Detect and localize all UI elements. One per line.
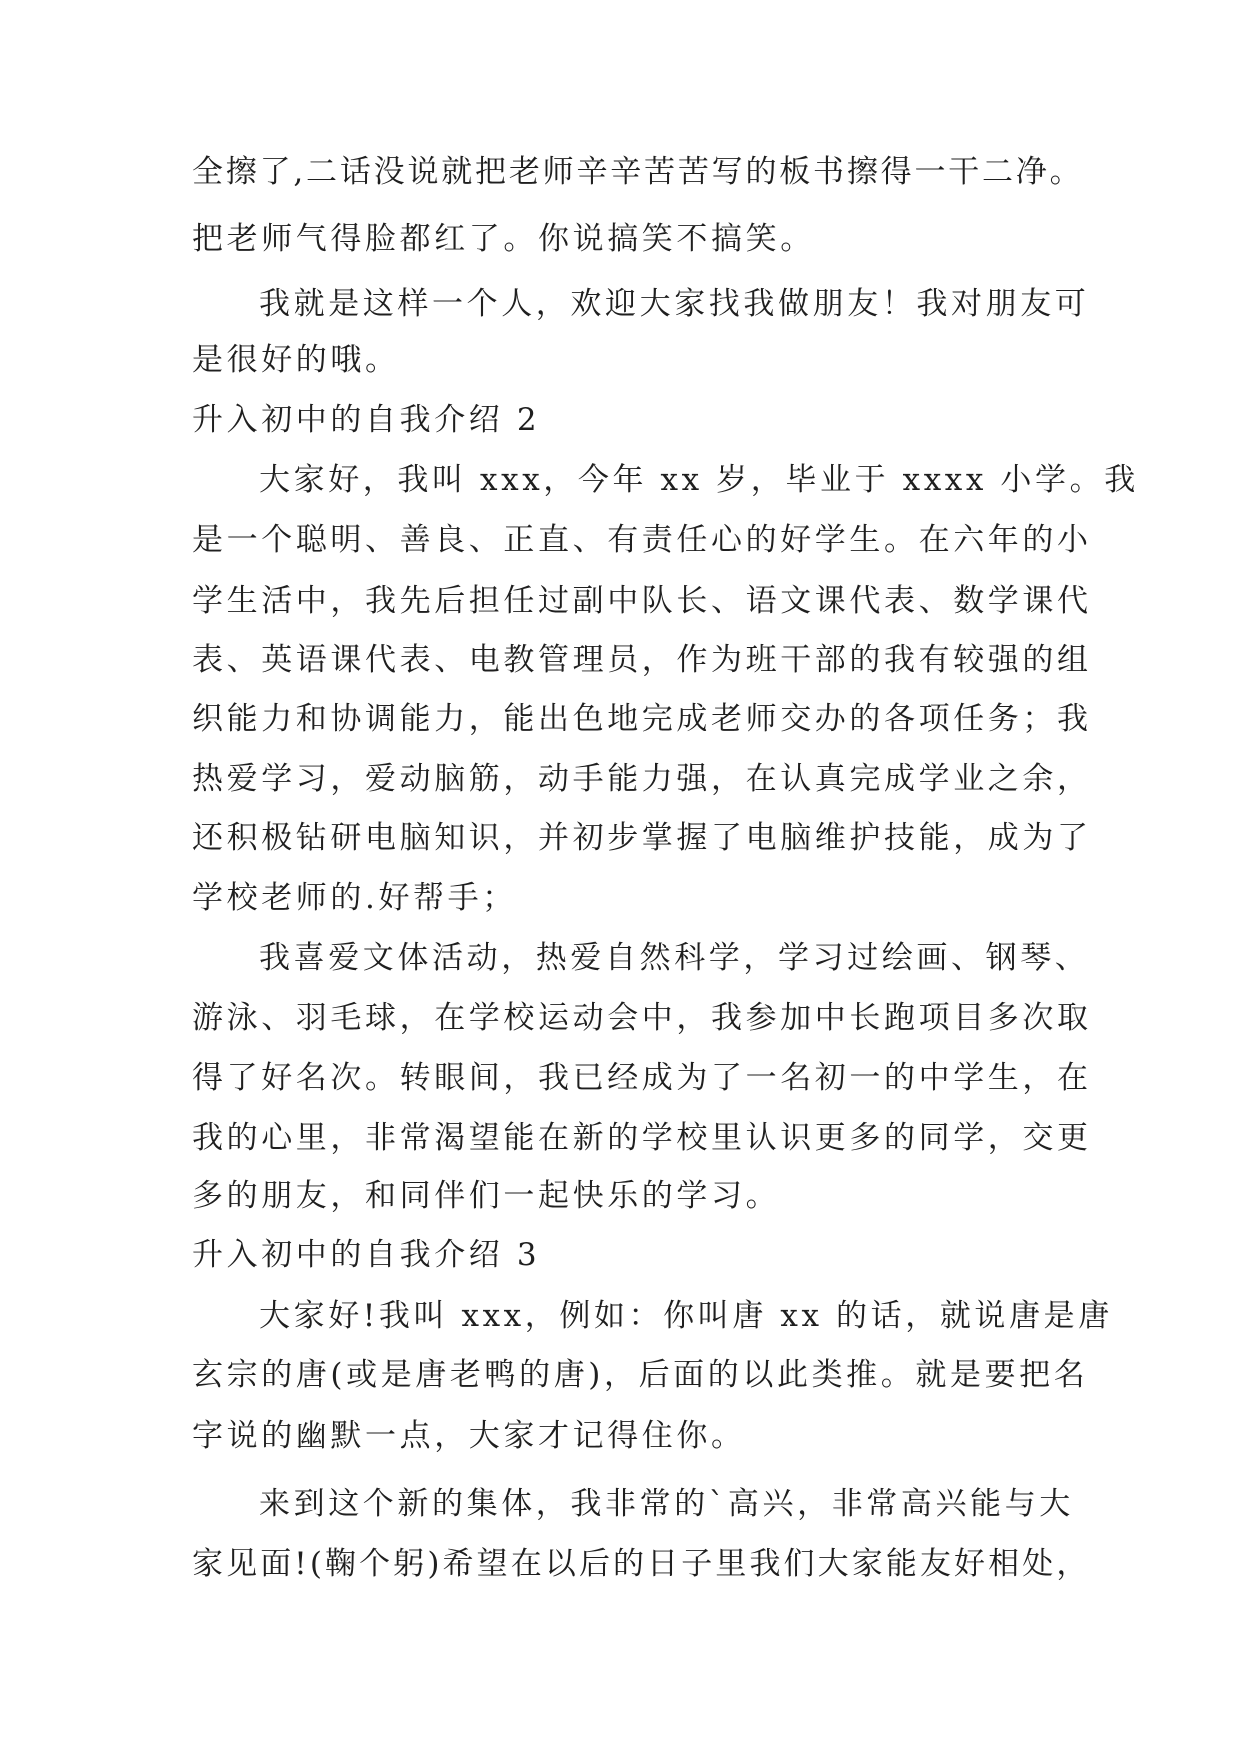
body-line: 是一个聪明、善良、正直、有责任心的好学生。在六年的小 [192, 522, 1092, 558]
body-line: 游泳、羽毛球，在学校运动会中，我参加中长跑项目多次取 [192, 1000, 1092, 1036]
body-line: 学生活中，我先后担任过副中队长、语文课代表、数学课代 [192, 583, 1092, 619]
paragraph-first-line: 我喜爱文体活动，热爱自然科学，学习过绘画、钢琴、 [259, 940, 1090, 976]
paragraph-first-line: 我就是这样一个人，欢迎大家找我做朋友！我对朋友可 [259, 286, 1090, 322]
section-heading: 升入初中的自我介绍 3 [192, 1237, 541, 1273]
section-heading: 升入初中的自我介绍 2 [192, 402, 541, 438]
body-line: 热爱学习，爱动脑筋，动手能力强，在认真完成学业之余， [192, 761, 1092, 797]
body-line: 学校老师的.好帮手； [192, 880, 517, 916]
body-line: 表、英语课代表、电教管理员，作为班干部的我有较强的组 [192, 642, 1092, 678]
paragraph-first-line: 来到这个新的集体，我非常的`高兴，非常高兴能与大 [259, 1486, 1074, 1522]
body-line: 家见面!(鞠个躬)希望在以后的日子里我们大家能友好相处， [192, 1546, 1091, 1582]
body-line: 玄宗的唐(或是唐老鸭的唐)，后面的以此类推。就是要把名 [192, 1357, 1089, 1393]
body-line: 还积极钻研电脑知识，并初步掌握了电脑维护技能，成为了 [192, 820, 1092, 856]
body-line: 全擦了,二话没说就把老师辛辛苦苦写的板书擦得一干二净。 [192, 154, 1084, 190]
body-line: 是很好的哦。 [192, 342, 400, 378]
body-line: 织能力和协调能力，能出色地完成老师交办的各项任务；我 [192, 701, 1092, 737]
body-line: 把老师气得脸都红了。你说搞笑不搞笑。 [192, 221, 815, 257]
paragraph-first-line: 大家好!我叫 xxx，例如：你叫唐 xx 的话，就说唐是唐 [259, 1298, 1113, 1334]
body-line: 多的朋友，和同伴们一起快乐的学习。 [192, 1178, 781, 1214]
body-line: 得了好名次。转眼间，我已经成为了一名初一的中学生，在 [192, 1060, 1092, 1096]
body-line: 字说的幽默一点，大家才记得住你。 [192, 1418, 746, 1454]
body-line: 我的心里，非常渴望能在新的学校里认识更多的同学，交更 [192, 1120, 1092, 1156]
paragraph-first-line: 大家好，我叫 xxx，今年 xx 岁，毕业于 xxxx 小学。我 [259, 462, 1139, 498]
